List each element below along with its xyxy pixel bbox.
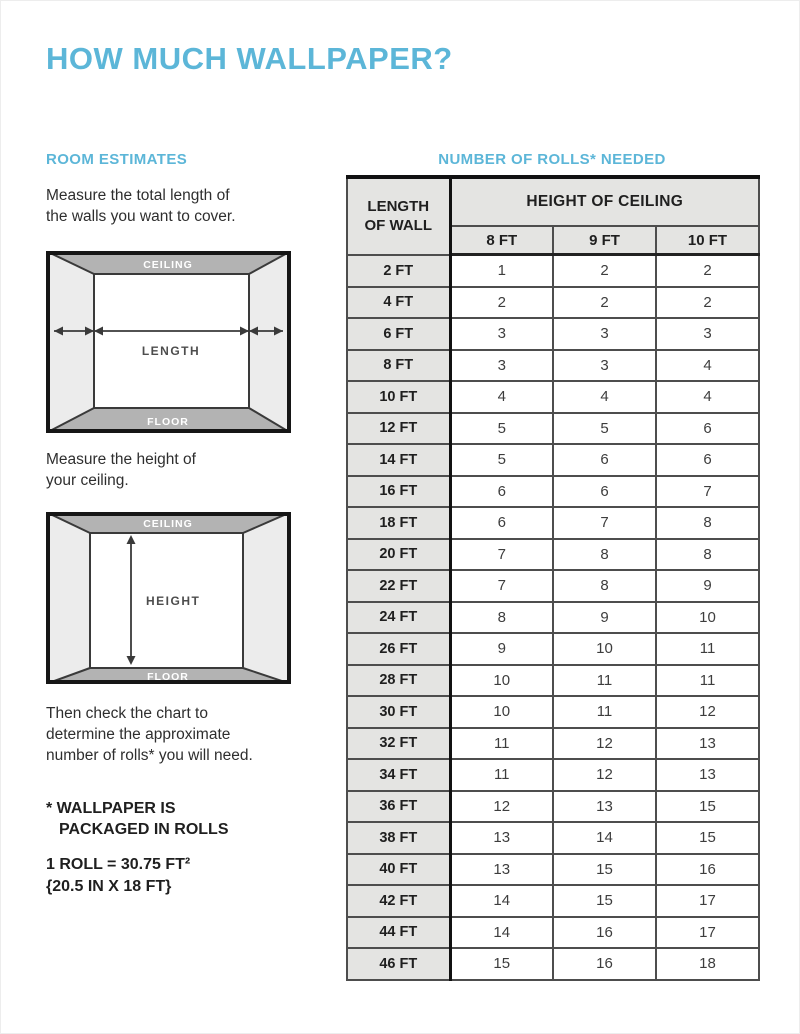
roll-count-cell: 2 <box>553 255 656 287</box>
roll-count-cell: 8 <box>553 570 656 602</box>
height-label: HEIGHT <box>146 594 201 608</box>
table-row <box>347 633 759 665</box>
roll-count-cell: 13 <box>656 759 759 791</box>
height-diagram <box>46 512 291 684</box>
table-row <box>347 602 759 634</box>
table-row <box>347 570 759 602</box>
roll-count-cell: 11 <box>553 696 656 728</box>
table-row <box>347 665 759 697</box>
roll-count-cell: 15 <box>553 854 656 886</box>
wall-length-label: 16 FT <box>347 476 450 508</box>
roll-count-cell: 8 <box>656 539 759 571</box>
table-row <box>347 854 759 886</box>
table-row <box>347 696 759 728</box>
wall-length-label: 44 FT <box>347 917 450 949</box>
wall-length-label: 30 FT <box>347 696 450 728</box>
roll-count-cell: 8 <box>553 539 656 571</box>
wall-length-label: 42 FT <box>347 885 450 917</box>
page-title: HOW MUCH WALLPAPER? <box>46 41 453 76</box>
roll-count-cell: 9 <box>656 570 759 602</box>
roll-count-cell: 3 <box>553 350 656 382</box>
roll-count-cell: 17 <box>656 885 759 917</box>
roll-count-cell: 9 <box>553 602 656 634</box>
step3-line3: number of rolls* you will need. <box>46 747 253 764</box>
roll-count-cell: 7 <box>450 539 553 571</box>
roll-count-cell: 6 <box>450 476 553 508</box>
roll-count-cell: 8 <box>656 507 759 539</box>
roll-count-cell: 5 <box>450 413 553 445</box>
step2-line2: your ceiling. <box>46 472 129 489</box>
roll-count-cell: 15 <box>656 791 759 823</box>
step1-line2: the walls you want to cover. <box>46 208 236 225</box>
roll-count-cell: 9 <box>450 633 553 665</box>
floor-label: FLOOR <box>147 671 189 683</box>
length-diagram <box>46 251 291 433</box>
table-row <box>347 791 759 823</box>
back-wall-panel <box>94 274 249 408</box>
roll-count-cell: 2 <box>450 287 553 319</box>
table-row <box>347 948 759 980</box>
roll-count-cell: 11 <box>656 633 759 665</box>
roll-count-cell: 12 <box>656 696 759 728</box>
step1-text <box>46 185 236 227</box>
table-row <box>347 350 759 382</box>
roll-count-cell: 4 <box>553 381 656 413</box>
ceiling-label: CEILING <box>143 259 193 271</box>
roll-count-cell: 4 <box>656 381 759 413</box>
table-row <box>347 885 759 917</box>
table-row <box>347 444 759 476</box>
roll-count-cell: 7 <box>553 507 656 539</box>
table-row <box>347 917 759 949</box>
roll-count-cell: 14 <box>450 917 553 949</box>
wall-length-label: 20 FT <box>347 539 450 571</box>
table-row <box>347 255 759 287</box>
roll-count-cell: 7 <box>450 570 553 602</box>
col-header-10ft: 10 FT <box>656 226 759 255</box>
roll-count-cell: 2 <box>656 255 759 287</box>
wall-length-label: 4 FT <box>347 287 450 319</box>
roll-count-cell: 10 <box>450 665 553 697</box>
wall-length-label: 8 FT <box>347 350 450 382</box>
wallpaper-footnote <box>46 798 228 840</box>
table-row <box>347 822 759 854</box>
roll-count-cell: 2 <box>553 287 656 319</box>
roll-count-cell: 17 <box>656 917 759 949</box>
length-of-wall-header <box>347 177 450 255</box>
roll-count-cell: 8 <box>450 602 553 634</box>
step2-line1: Measure the height of <box>46 451 196 468</box>
wall-length-label: 14 FT <box>347 444 450 476</box>
roll-count-cell: 3 <box>450 350 553 382</box>
col-header-8ft: 8 FT <box>450 226 553 255</box>
roll-count-cell: 16 <box>553 917 656 949</box>
step3-line1: Then check the chart to <box>46 705 208 722</box>
step1-line1: Measure the total length of <box>46 187 230 204</box>
roll-count-cell: 13 <box>450 822 553 854</box>
left-wall-panel <box>46 251 94 433</box>
wall-length-label: 34 FT <box>347 759 450 791</box>
roll-count-cell: 2 <box>656 287 759 319</box>
wall-length-label: 22 FT <box>347 570 450 602</box>
wall-length-label: 18 FT <box>347 507 450 539</box>
roll-count-cell: 18 <box>656 948 759 980</box>
footnote-line1: * WALLPAPER IS <box>46 800 176 817</box>
roll-count-cell: 3 <box>553 318 656 350</box>
table-row <box>347 318 759 350</box>
roll-count-cell: 6 <box>450 507 553 539</box>
right-wall-panel <box>249 251 291 433</box>
wall-length-label: 24 FT <box>347 602 450 634</box>
roll-count-cell: 6 <box>553 444 656 476</box>
step3-line2: determine the approximate <box>46 726 231 743</box>
table-row <box>347 539 759 571</box>
step2-text <box>46 449 196 491</box>
ceiling-label: CEILING <box>143 518 193 530</box>
step3-text <box>46 703 253 766</box>
roll-count-cell: 12 <box>553 759 656 791</box>
wall-length-label: 46 FT <box>347 948 450 980</box>
wall-length-label: 28 FT <box>347 665 450 697</box>
roll-size-info <box>46 854 190 898</box>
length-label: LENGTH <box>141 344 201 358</box>
roll-info-line1: 1 ROLL = 30.75 FT² <box>46 856 191 873</box>
wall-length-label: 6 FT <box>347 318 450 350</box>
table-row <box>347 759 759 791</box>
roll-count-cell: 6 <box>656 413 759 445</box>
table-row <box>347 381 759 413</box>
roll-count-cell: 12 <box>450 791 553 823</box>
roll-count-cell: 11 <box>450 759 553 791</box>
roll-info-line2: {20.5 IN X 18 FT} <box>46 878 172 895</box>
roll-count-cell: 13 <box>553 791 656 823</box>
roll-count-cell: 16 <box>553 948 656 980</box>
roll-count-cell: 1 <box>450 255 553 287</box>
roll-count-cell: 10 <box>656 602 759 634</box>
wall-length-label: 12 FT <box>347 413 450 445</box>
roll-count-cell: 6 <box>656 444 759 476</box>
table-row <box>347 413 759 445</box>
roll-count-cell: 11 <box>450 728 553 760</box>
length-of-wall-header-text: LENGTH OF WALL <box>364 198 432 235</box>
roll-count-cell: 5 <box>450 444 553 476</box>
floor-label: FLOOR <box>147 416 189 428</box>
col-header-9ft: 9 FT <box>553 226 656 255</box>
roll-count-cell: 12 <box>553 728 656 760</box>
roll-count-cell: 14 <box>553 822 656 854</box>
roll-count-cell: 13 <box>656 728 759 760</box>
roll-count-cell: 4 <box>450 381 553 413</box>
roll-count-cell: 13 <box>450 854 553 886</box>
wall-length-label: 36 FT <box>347 791 450 823</box>
roll-count-cell: 11 <box>656 665 759 697</box>
table-row <box>347 507 759 539</box>
roll-count-cell: 10 <box>450 696 553 728</box>
roll-count-cell: 4 <box>656 350 759 382</box>
rolls-needed-heading: NUMBER OF ROLLS* NEEDED <box>438 151 666 168</box>
rolls-table-body <box>347 255 759 980</box>
room-estimates-heading: ROOM ESTIMATES <box>46 151 188 168</box>
right-wall-panel <box>243 512 291 684</box>
table-row <box>347 287 759 319</box>
roll-count-cell: 6 <box>553 476 656 508</box>
roll-count-cell: 7 <box>656 476 759 508</box>
wall-length-label: 38 FT <box>347 822 450 854</box>
footnote-line2: PACKAGED IN ROLLS <box>59 821 229 838</box>
roll-count-cell: 3 <box>656 318 759 350</box>
roll-count-cell: 10 <box>553 633 656 665</box>
height-of-ceiling-header: HEIGHT OF CEILING <box>450 177 759 226</box>
table-row <box>347 728 759 760</box>
rolls-table <box>346 175 760 981</box>
roll-count-cell: 16 <box>656 854 759 886</box>
roll-count-cell: 14 <box>450 885 553 917</box>
wall-length-label: 26 FT <box>347 633 450 665</box>
wall-length-label: 32 FT <box>347 728 450 760</box>
roll-count-cell: 5 <box>553 413 656 445</box>
roll-count-cell: 15 <box>656 822 759 854</box>
roll-count-cell: 15 <box>450 948 553 980</box>
wall-length-label: 40 FT <box>347 854 450 886</box>
roll-count-cell: 15 <box>553 885 656 917</box>
rolls-table-header <box>347 177 759 255</box>
table-row <box>347 476 759 508</box>
wall-length-label: 10 FT <box>347 381 450 413</box>
roll-count-cell: 3 <box>450 318 553 350</box>
left-wall-panel <box>46 512 90 684</box>
wall-length-label: 2 FT <box>347 255 450 287</box>
roll-count-cell: 11 <box>553 665 656 697</box>
